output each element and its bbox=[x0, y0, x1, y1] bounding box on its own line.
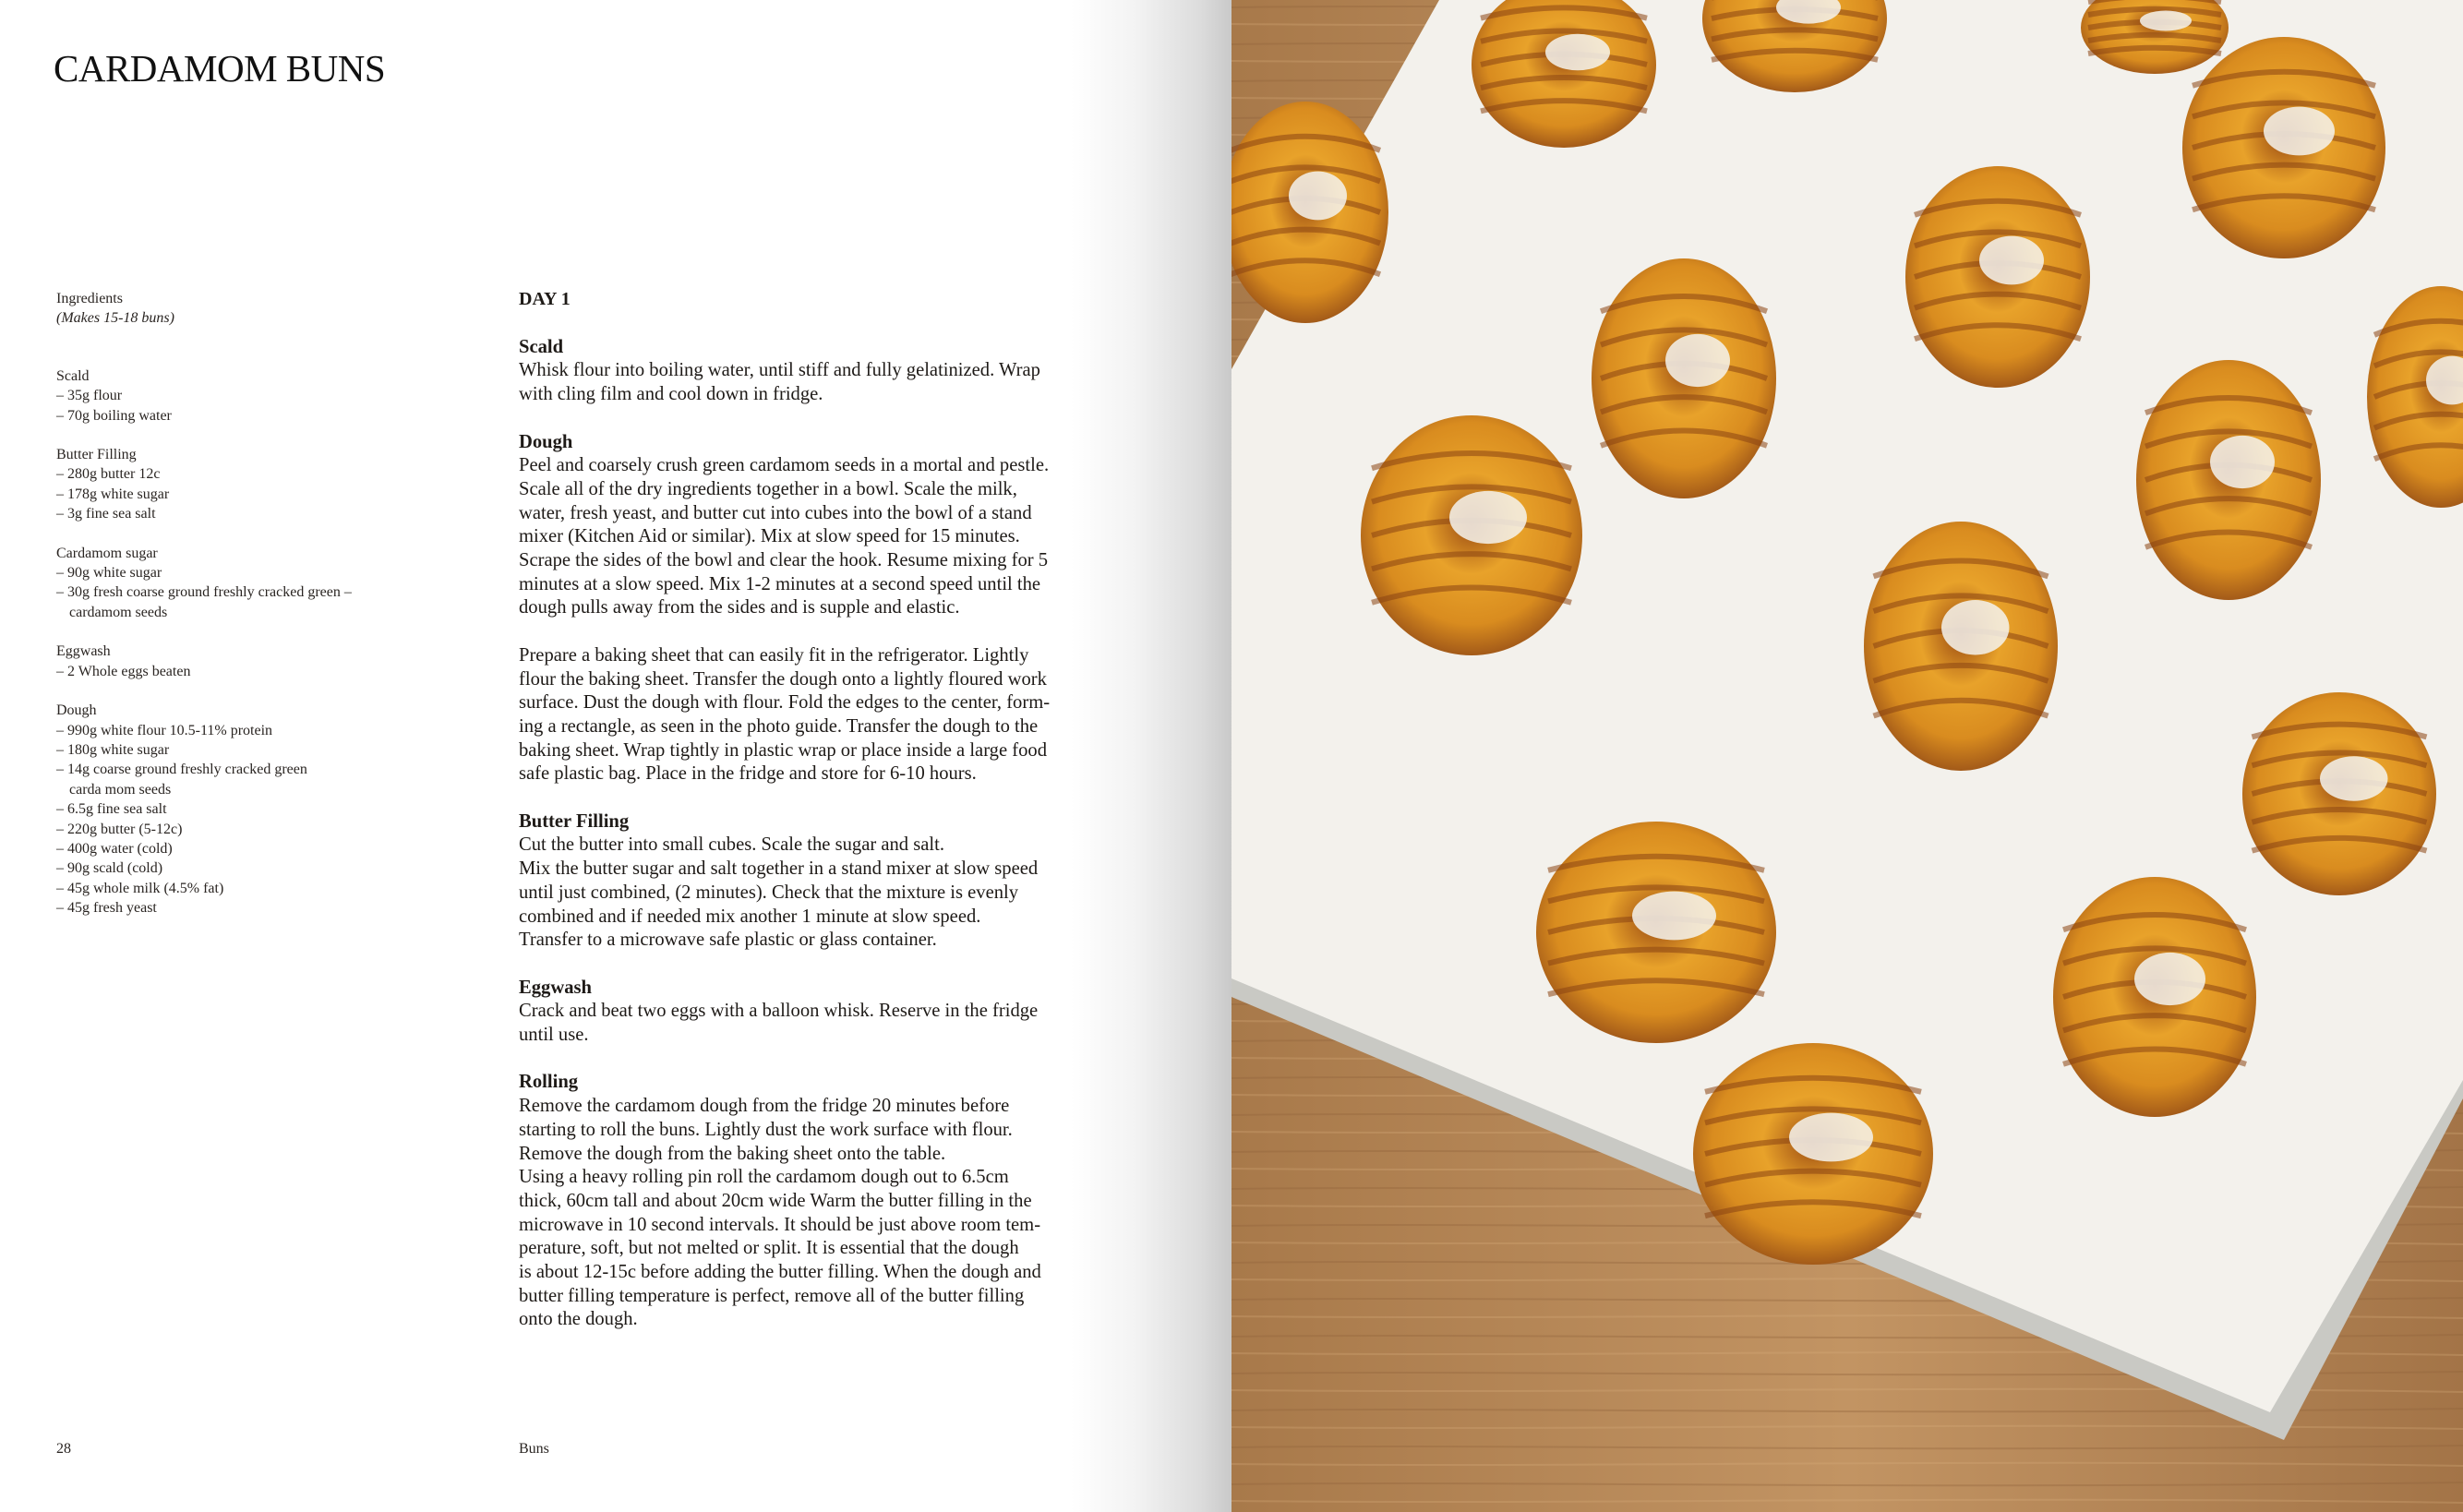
ingredient-line: – 70g boiling water bbox=[56, 407, 172, 424]
ingredient-line: – 280g butter 12c bbox=[56, 466, 161, 483]
ingredient-line: – 220g butter (5-12c) bbox=[56, 821, 183, 837]
method-line: mixer (Kitchen Aid or similar). Mix at slow speed for 15 minutes. bbox=[519, 526, 1020, 547]
ingredient-line: – 178g white sugar bbox=[56, 486, 170, 502]
ingredients-column bbox=[56, 289, 426, 918]
method-line: dough pulls away from the sides and is supple and elastic. bbox=[519, 597, 960, 618]
method-line: with cling film and cool down in fridge. bbox=[519, 384, 823, 405]
method-line: Using a heavy rolling pin roll the cardamom dough out to 6.5cm bbox=[519, 1167, 1009, 1188]
method-line: Prepare a baking sheet that can easily fit in the refrigerator. Lightly bbox=[519, 644, 1029, 666]
method-line: minutes at a slow speed. Mix 1-2 minutes at a second speed until the bbox=[519, 573, 1041, 594]
method-line: combined and if needed mix another 1 minute at slow speed. bbox=[519, 906, 981, 927]
method-line: Remove the dough from the baking sheet onto the table. bbox=[519, 1143, 946, 1164]
ingredient-line: – 2 Whole eggs beaten bbox=[56, 663, 191, 679]
method-line: Scrape the sides of the bowl and clear the hook. Resume mixing for 5 bbox=[519, 550, 1049, 571]
ingredient-line: – 45g whole milk (4.5% fat) bbox=[56, 880, 224, 896]
method-line: Cut the butter into small cubes. Scale the sugar and salt. bbox=[519, 834, 944, 856]
pearl-sugar bbox=[2134, 953, 2205, 1005]
method-paragraph bbox=[519, 644, 1123, 786]
pearl-sugar bbox=[1632, 892, 1716, 941]
ingredient-line: – 180g white sugar bbox=[56, 741, 170, 758]
pearl-sugar bbox=[1789, 1113, 1873, 1162]
ingredient-group-scald bbox=[56, 366, 426, 426]
pearl-sugar bbox=[1979, 236, 2044, 285]
ingredient-group-name: Butter Filling bbox=[56, 447, 137, 463]
ingredient-line: – 30g fresh coarse ground freshly cracked green – bbox=[56, 584, 352, 601]
method-line: Transfer to a microwave safe plastic or glass container. bbox=[519, 930, 937, 951]
ingredient-line: – 90g scald (cold) bbox=[56, 860, 163, 877]
ingredient-group-dough bbox=[56, 701, 426, 918]
method-line: is about 12-15c before adding the butter filling. When the dough and bbox=[519, 1262, 1041, 1283]
method-line: onto the dough. bbox=[519, 1309, 638, 1330]
ingredient-group-butter-filling bbox=[56, 445, 426, 524]
ingredients-heading: Ingredients bbox=[56, 291, 123, 306]
method-line: Peel and coarsely crush green cardamom seeds in a mortal and pestle. bbox=[519, 455, 1050, 476]
pearl-sugar bbox=[2140, 11, 2192, 31]
photo-illustration bbox=[1232, 0, 2463, 1512]
ingredient-group-eggwash bbox=[56, 642, 426, 681]
method-line: until use. bbox=[519, 1025, 589, 1046]
ingredient-line: – 6.5g fine sea salt bbox=[56, 801, 167, 818]
method-line: Mix the butter sugar and salt together in a stand mixer at slow speed bbox=[519, 858, 1039, 880]
running-footer-section: Buns bbox=[519, 1441, 549, 1457]
method-line: Whisk flour into boiling water, until stiff and fully gelatinized. Wrap bbox=[519, 360, 1040, 381]
method-line: flour the baking sheet. Transfer the dough onto a lightly floured work bbox=[519, 668, 1047, 690]
day-heading: DAY 1 bbox=[519, 289, 571, 309]
recipe-title: CARDAMOM BUNS bbox=[54, 47, 386, 90]
method-section-scald bbox=[519, 336, 1123, 407]
method-line: ing a rectangle, as seen in the photo guide. Transfer the dough to the bbox=[519, 715, 1039, 737]
method-line: water, fresh yeast, and butter cut into cubes into the bowl of a stand bbox=[519, 502, 1032, 523]
pearl-sugar bbox=[1665, 334, 1730, 387]
ingredient-line: cardamom seeds bbox=[69, 604, 168, 620]
ingredient-group-name: Dough bbox=[56, 702, 97, 719]
method-line: Scale all of the dry ingredients together in a bowl. Scale the milk, bbox=[519, 478, 1017, 499]
method-paragraph bbox=[519, 454, 1123, 620]
method-line: microwave in 10 second intervals. It should be just above room tem- bbox=[519, 1214, 1041, 1235]
ingredient-group-name: Eggwash bbox=[56, 643, 111, 660]
method-line: baking sheet. Wrap tightly in plastic wrap or place inside a large food bbox=[519, 739, 1048, 761]
ingredient-group-name: Scald bbox=[56, 367, 90, 384]
method-line: thick, 60cm tall and about 20cm wide Warm the butter filling in the bbox=[519, 1190, 1032, 1211]
ingredient-group-name: Cardamom sugar bbox=[56, 545, 158, 561]
section-title: Scald bbox=[519, 336, 564, 357]
method-column bbox=[519, 288, 1123, 1332]
ingredient-line: carda mom seeds bbox=[69, 781, 172, 798]
pearl-sugar bbox=[2264, 107, 2335, 156]
pearl-sugar bbox=[1941, 600, 2010, 654]
pearl-sugar bbox=[2210, 436, 2275, 488]
ingredient-line: – 990g white flour 10.5-11% protein bbox=[56, 722, 273, 738]
ingredient-line: – 14g coarse ground freshly cracked green bbox=[56, 762, 307, 778]
method-line: surface. Dust the dough with flour. Fold the edges to the center, form- bbox=[519, 692, 1051, 714]
ingredient-line: – 35g flour bbox=[56, 388, 123, 404]
page-number: 28 bbox=[56, 1441, 71, 1457]
pearl-sugar bbox=[1545, 34, 1610, 71]
method-line: perature, soft, but not melted or split. It is essential that the dough bbox=[519, 1238, 1019, 1259]
section-title: Eggwash bbox=[519, 977, 592, 998]
method-line: Crack and beat two eggs with a balloon whisk. Reserve in the fridge bbox=[519, 1001, 1039, 1022]
pearl-sugar bbox=[1449, 491, 1527, 544]
method-line: Remove the cardamom dough from the fridge 20 minutes before bbox=[519, 1096, 1010, 1117]
pearl-sugar bbox=[2320, 756, 2388, 800]
method-line: starting to roll the buns. Lightly dust the work surface with flour. bbox=[519, 1119, 1013, 1140]
ingredient-line: – 3g fine sea salt bbox=[56, 506, 156, 522]
method-line: until just combined, (2 minutes). Check that the mixture is evenly bbox=[519, 882, 1019, 903]
method-line: butter filling temperature is perfect, remove all of the butter filling bbox=[519, 1285, 1025, 1306]
bun-photograph bbox=[1232, 0, 2463, 1512]
method-section-eggwash bbox=[519, 977, 1123, 1048]
section-title: Butter Filling bbox=[519, 810, 630, 832]
method-line: safe plastic bag. Place in the fridge and store for 6-10 hours. bbox=[519, 763, 977, 785]
ingredients-yield: (Makes 15-18 buns) bbox=[56, 310, 174, 327]
section-title: Dough bbox=[519, 431, 573, 452]
method-section-butter-filling bbox=[519, 810, 1123, 953]
method-section-dough bbox=[519, 431, 1123, 787]
ingredient-line: – 90g white sugar bbox=[56, 565, 162, 582]
section-title: Rolling bbox=[519, 1072, 579, 1093]
ingredient-group-cardamom-sugar bbox=[56, 544, 426, 623]
ingredient-line: – 400g water (cold) bbox=[56, 840, 173, 857]
pearl-sugar bbox=[1289, 172, 1347, 221]
ingredient-line: – 45g fresh yeast bbox=[56, 900, 157, 917]
method-section-rolling bbox=[519, 1071, 1123, 1332]
